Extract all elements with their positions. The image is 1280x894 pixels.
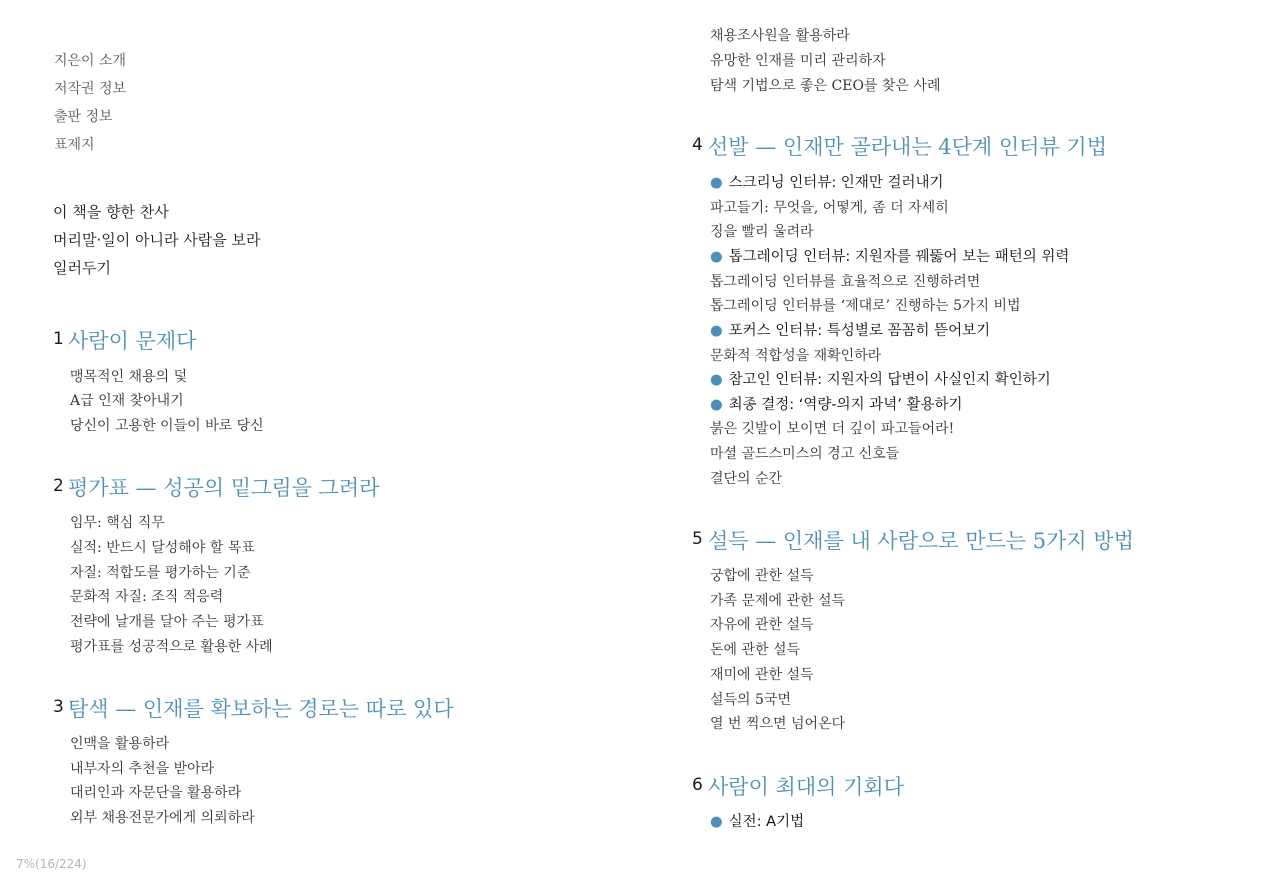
toc-sub-item[interactable]: 탐색 기법으로 좋은 CEO를 찾은 사례: [710, 78, 941, 94]
toc-intro-item[interactable]: 이 책을 향한 찬사: [53, 203, 169, 221]
toc-sub-item[interactable]: 가족 문제에 관한 설득: [710, 593, 846, 609]
bullet-dot-icon: ●: [710, 249, 723, 265]
toc-sub-item[interactable]: 징을 빨리 울려라: [710, 224, 814, 240]
chapter-title[interactable]: 사람이 최대의 기회다: [708, 775, 904, 799]
toc-sub-item[interactable]: 인맥을 활용하라: [70, 736, 170, 752]
toc-front-item[interactable]: 저작권 정보: [54, 81, 127, 97]
toc-sub-item[interactable]: 톱그레이딩 인터뷰를 효율적으로 진행하려면: [710, 274, 981, 290]
chapter-number: 3: [53, 697, 64, 717]
toc-section-item[interactable]: ● 실전: A기법: [710, 814, 805, 830]
chapter-number: 5: [692, 529, 703, 549]
toc-sub-item[interactable]: 대리인과 자문단을 활용하라: [70, 785, 242, 801]
bullet-dot-icon: ●: [710, 397, 723, 413]
toc-intro-item[interactable]: 일러두기: [53, 259, 111, 277]
toc-section-item[interactable]: ● 톱그레이딩 인터뷰: 지원자를 꿰뚫어 보는 패턴의 위력: [710, 249, 1070, 265]
toc-sub-item[interactable]: 유망한 인재를 미리 관리하자: [710, 53, 886, 69]
toc-sub-item[interactable]: 실적: 반드시 달성해야 할 목표: [70, 540, 255, 556]
toc-sub-item[interactable]: 문화적 자질: 조직 적응력: [70, 589, 224, 605]
chapter-title[interactable]: 사람이 문제다: [68, 329, 197, 353]
toc-sub-item[interactable]: 전략에 날개를 달아 주는 평가표: [70, 614, 264, 630]
toc-sub-item[interactable]: 설득의 5국면: [710, 692, 791, 708]
chapter-title[interactable]: 설득 — 인재를 내 사람으로 만드는 5가지 방법: [708, 529, 1134, 553]
toc-sub-item[interactable]: 열 번 찍으면 넘어온다: [710, 716, 846, 732]
chapter-number: 4: [692, 135, 703, 155]
chapter-title[interactable]: 선발 — 인재만 골라내는 4단계 인터뷰 기법: [708, 135, 1107, 159]
toc-sub-item[interactable]: 돈에 관한 설득: [710, 642, 801, 658]
chapter-title[interactable]: 평가표 — 성공의 밑그림을 그려라: [68, 476, 380, 500]
toc-front-item[interactable]: 지은이 소개: [54, 53, 127, 69]
toc-sub-item[interactable]: 당신이 고용한 이들이 바로 당신: [70, 418, 264, 434]
reading-progress: 7%(16/224): [16, 857, 87, 871]
chapter-title[interactable]: 탐색 — 인재를 확보하는 경로는 따로 있다: [68, 697, 454, 721]
toc-sub-item[interactable]: 톱그레이딩 인터뷰를 ‘제대로’ 진행하는 5가지 비법: [710, 298, 1021, 314]
toc-sub-item[interactable]: 파고들기: 무엇을, 어떻게, 좀 더 자세히: [710, 200, 949, 216]
toc-front-item[interactable]: 표제지: [54, 137, 95, 153]
bullet-dot-icon: ●: [710, 175, 723, 191]
toc-sub-item[interactable]: 문화적 적합성을 재확인하라: [710, 348, 882, 364]
toc-sub-item[interactable]: 자질: 적합도를 평가하는 기준: [70, 565, 251, 581]
toc-sub-item[interactable]: 외부 채용전문가에게 의뢰하라: [70, 810, 255, 826]
chapter-number: 6: [692, 775, 703, 795]
toc-sub-item[interactable]: 내부자의 추천을 받아라: [70, 761, 215, 777]
toc-sub-item[interactable]: 재미에 관한 설득: [710, 667, 814, 683]
toc-sub-item[interactable]: 임무: 핵심 직무: [70, 515, 165, 531]
bullet-dot-icon: ●: [710, 814, 723, 830]
toc-intro-item[interactable]: 머리말·일이 아니라 사람을 보라: [53, 231, 261, 249]
bullet-dot-icon: ●: [710, 323, 723, 339]
toc-front-item[interactable]: 출판 정보: [54, 109, 113, 125]
toc-section-item[interactable]: ● 최종 결정: ‘역량-의지 과녁’ 활용하기: [710, 397, 963, 413]
toc-section-item[interactable]: ● 스크리닝 인터뷰: 인재만 걸러내기: [710, 175, 944, 191]
bullet-dot-icon: ●: [710, 372, 723, 388]
toc-sub-item[interactable]: 자유에 관한 설득: [710, 617, 814, 633]
toc-sub-item[interactable]: 붉은 깃발이 보이면 더 깊이 파고들어라!: [710, 421, 955, 437]
chapter-number: 2: [53, 476, 64, 496]
toc-sub-item[interactable]: 채용조사원을 활용하라: [710, 28, 850, 44]
toc-section-item[interactable]: ● 참고인 인터뷰: 지원자의 답변이 사실인지 확인하기: [710, 372, 1051, 388]
toc-section-item[interactable]: ● 포커스 인터뷰: 특성별로 꼼꼼히 뜯어보기: [710, 323, 991, 339]
toc-sub-item[interactable]: 맹목적인 채용의 덫: [70, 369, 188, 385]
toc-sub-item[interactable]: A급 인재 찾아내기: [70, 393, 184, 409]
chapter-number: 1: [53, 329, 64, 349]
toc-sub-item[interactable]: 결단의 순간: [710, 471, 783, 487]
toc-sub-item[interactable]: 평가표를 성공적으로 활용한 사례: [70, 639, 273, 655]
toc-sub-item[interactable]: 마셜 골드스미스의 경고 신호들: [710, 446, 900, 462]
toc-sub-item[interactable]: 궁합에 관한 설득: [710, 568, 814, 584]
